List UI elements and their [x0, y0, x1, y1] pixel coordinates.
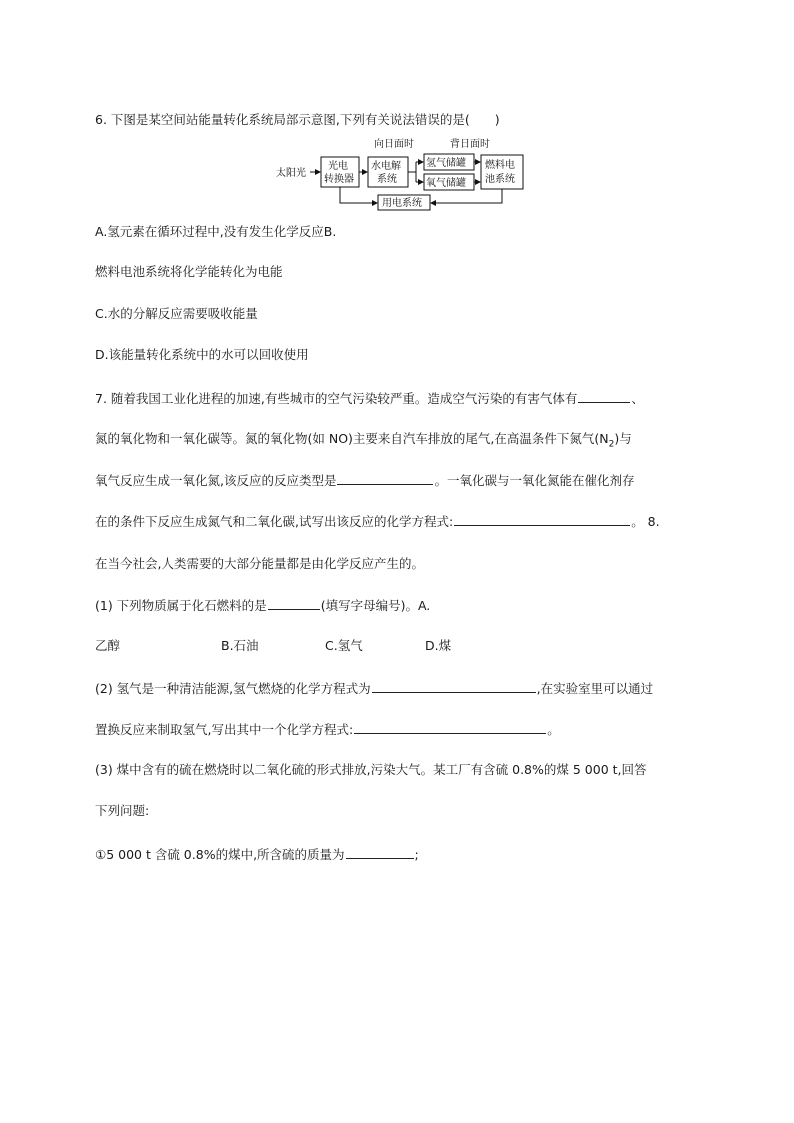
q7-text: 。一氧化碳与一氧化氮能在催化剂存	[434, 473, 635, 488]
q8-intro: 在当今社会,人类需要的大部分能量都是由化学反应产生的。	[95, 556, 424, 571]
q8-text: ;	[414, 847, 419, 862]
pv-label-1: 光电	[328, 161, 348, 172]
option-d: D.煤	[425, 638, 452, 653]
elec-label-2: 系统	[377, 174, 397, 185]
user-label: 用电系统	[382, 198, 422, 209]
q7-text: 在的条件下反应生成氮气和二氧化碳,试写出该反应的化学方程式:	[95, 514, 454, 529]
q7-text: 氮的氧化物和一氧化碳等。氮的氧化物(如 NO)主要来自汽车排放的尾气,在高温条件下氮气(N	[95, 431, 609, 446]
label-night: 背日面时	[450, 139, 490, 150]
option-a: 乙醇	[95, 638, 121, 653]
label-day: 向日面时	[374, 139, 414, 150]
pv-label-2: 转换器	[324, 174, 354, 185]
answer-blank[interactable]	[354, 721, 546, 734]
o2-label: 氧气储罐	[426, 178, 466, 189]
q8-text: (1) 下列物质属于化石燃料的是	[95, 598, 267, 613]
option-c: C.氢气	[325, 638, 363, 653]
q8-text: 置换反应来制取氢气,写出其中一个化学方程式:	[95, 722, 354, 737]
subscript: 2	[608, 439, 615, 450]
q6-option-c: C.水的分解反应需要吸收能量	[95, 306, 258, 321]
q8-part-2-cont	[95, 721, 560, 738]
q8-text: ①5 000 t 含硫 0.8%的煤中,所含硫的质量为	[95, 847, 345, 862]
q8-text: (2) 氢气是一种清洁能源,氢气燃烧的化学方程式为	[95, 681, 371, 696]
q7-line-2	[95, 431, 632, 453]
q6-option-d: D.该能量转化系统中的水可以回收使用	[95, 347, 309, 362]
q7-line-3	[95, 472, 635, 489]
option-b: B.石油	[221, 638, 259, 653]
answer-blank[interactable]	[372, 680, 536, 693]
q8-text: 。	[547, 722, 560, 737]
q6-option-b: 燃料电池系统将化学能转化为电能	[95, 264, 283, 279]
answer-blank[interactable]	[578, 390, 630, 403]
q6-option-a: A.氢元素在循环过程中,没有发生化学反应B.	[95, 224, 337, 239]
q8-text: ,在实验室里可以通过	[536, 681, 654, 696]
answer-blank[interactable]	[454, 513, 630, 526]
energy-conversion-diagram	[270, 135, 530, 215]
q7-line-1	[95, 390, 644, 407]
q8-part-3: (3) 煤中含有的硫在燃烧时以二氧化硫的形式排放,污染大气。某工厂有含硫 0.8%的煤 5 000 t,回答	[95, 762, 647, 777]
q8-part-2	[95, 680, 653, 697]
q7-line-4	[95, 513, 660, 530]
answer-blank[interactable]	[346, 846, 414, 859]
q7-text: 、	[631, 391, 644, 406]
h2-label: 氢气储罐	[426, 158, 466, 169]
q8-part-3-sub-1	[95, 846, 419, 863]
fc-label-1: 燃料电	[485, 160, 515, 171]
answer-blank[interactable]	[268, 597, 320, 610]
fc-label-2: 池系统	[485, 174, 515, 185]
answer-blank[interactable]	[337, 472, 433, 485]
q6-stem: 6. 下图是某空间站能量转化系统局部示意图,下列有关说法错误的是( )	[95, 112, 500, 127]
q7-text: 。 8.	[631, 514, 660, 529]
elec-label-1: 水电解	[371, 161, 401, 172]
q7-text: 7. 随着我国工业化进程的加速,有些城市的空气污染较严重。造成空气污染的有害气体有	[95, 391, 578, 406]
q8-part-3-cont: 下列问题:	[95, 803, 150, 818]
sun-label: 太阳光	[276, 168, 306, 179]
q7-text: )与	[614, 431, 632, 446]
q7-text: 氧气反应生成一氧化氮,该反应的反应类型是	[95, 473, 337, 488]
q8-text: (填写字母编号)。A.	[320, 598, 431, 613]
q8-part-1	[95, 597, 430, 614]
q8-options	[95, 638, 451, 654]
